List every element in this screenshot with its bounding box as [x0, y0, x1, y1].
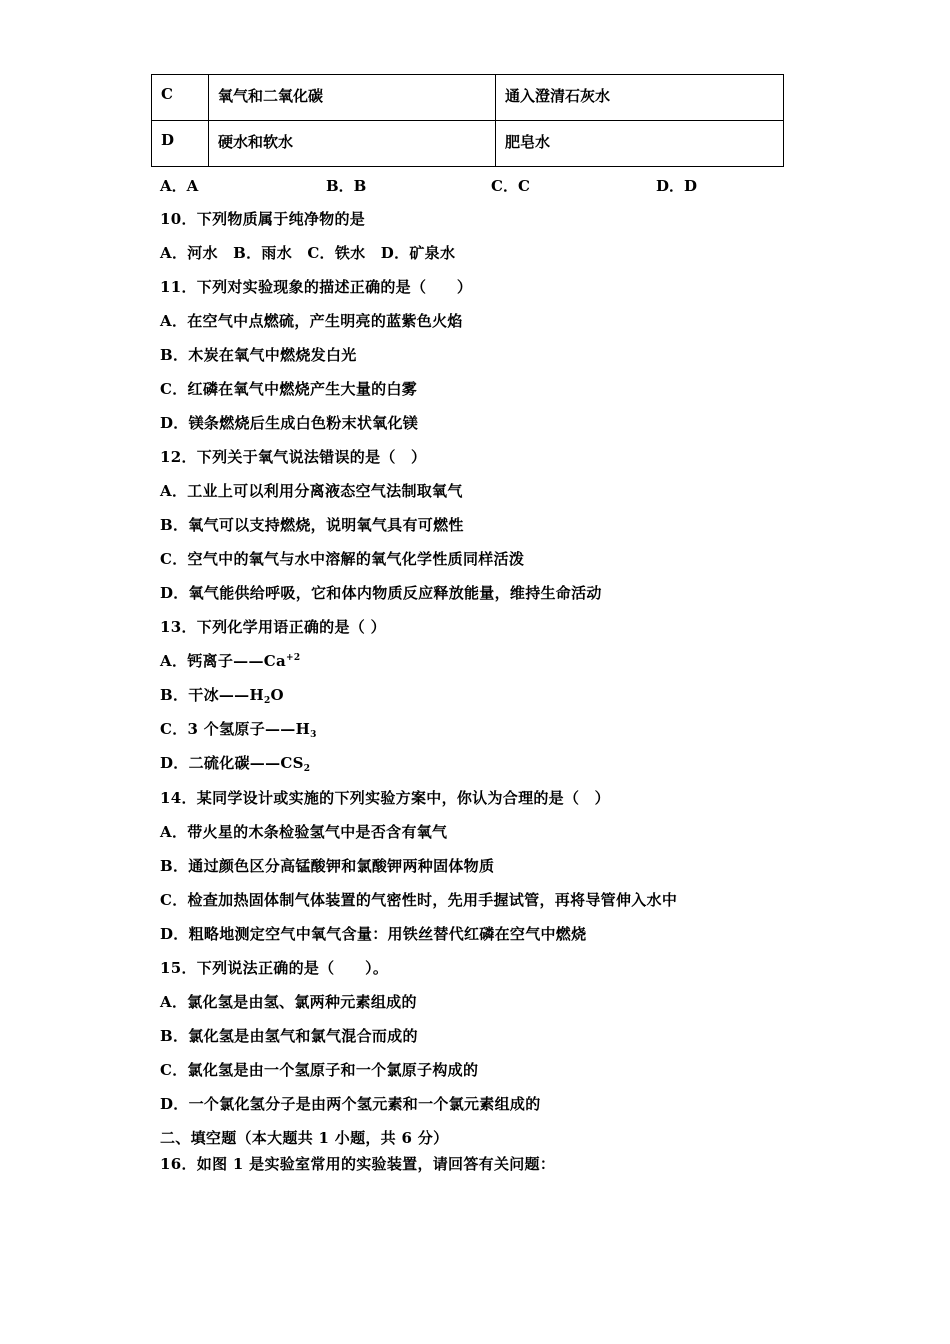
q13-option-a	[160, 650, 300, 671]
q11-option-c: C．红磷在氧气中燃烧产生大量的白雾	[160, 380, 418, 398]
q13-d-subscript: 2	[303, 764, 311, 774]
q15-option-c: C．氯化氢是由一个氢原子和一个氯原子构成的	[160, 1061, 479, 1079]
section-heading: 二、填空题（本大题共 1 小题，共 6 分）	[160, 1129, 449, 1147]
q9-option-a: A．A	[160, 177, 199, 195]
q15-option-d: D．一个氯化氢分子是由两个氢元素和一个氯元素组成的	[160, 1095, 541, 1113]
q9-option-c: C．C	[491, 177, 530, 195]
q12-stem: 12．下列关于氧气说法错误的是（ ）	[160, 448, 427, 466]
table-cell-item: 硬水和软水	[209, 121, 496, 167]
q14-option-a: A．带火星的木条检验氢气中是否含有氧气	[160, 823, 448, 841]
q11-stem: 11．下列对实验现象的描述正确的是（ ）	[160, 278, 473, 296]
q10-stem: 10．下列物质属于纯净物的是	[160, 210, 366, 228]
q12-option-b: B．氧气可以支持燃烧，说明氧气具有可燃性	[160, 516, 464, 534]
table-cell-method: 肥皂水	[496, 121, 784, 167]
q14-option-c: C．检查加热固体制气体装置的气密性时，先用手握试管，再将导管伸入水中	[160, 891, 678, 909]
q13-stem: 13．下列化学用语正确的是（ ）	[160, 618, 386, 636]
q13-option-b	[160, 684, 284, 706]
table-row	[152, 121, 784, 167]
q11-option-d: D．镁条燃烧后生成白色粉末状氧化镁	[160, 414, 419, 432]
q10-options: A．河水 B．雨水 C．铁水 D．矿泉水	[160, 244, 456, 262]
q13-a-charge: +2	[286, 653, 301, 663]
table-cell-key: D	[152, 121, 209, 167]
q9-option-b: B．B	[326, 177, 367, 195]
q13-option-d	[160, 752, 310, 774]
q13-c-subscript: 3	[310, 730, 317, 740]
table-cell-item: 氧气和二氧化碳	[209, 75, 496, 121]
q11-option-a: A．在空气中点燃硫，产生明亮的蓝紫色火焰	[160, 312, 463, 330]
q13-c-text: C．3 个氢原子——H	[160, 720, 311, 738]
q12-option-a: A．工业上可以利用分离液态空气法制取氧气	[160, 482, 463, 500]
table-cell-method: 通入澄清石灰水	[496, 75, 784, 121]
q13-d-text: D．二硫化碳——CS	[160, 754, 304, 772]
q13-b-subscript: 2	[263, 696, 271, 706]
identification-table	[151, 74, 784, 167]
q9-option-d: D．D	[656, 177, 698, 195]
table-row	[152, 75, 784, 121]
q14-option-b: B．通过颜色区分高锰酸钾和氯酸钾两种固体物质	[160, 857, 495, 875]
q14-option-d: D．粗略地测定空气中氧气含量：用铁丝替代红磷在空气中燃烧	[160, 925, 587, 943]
q13-b-text: B．干冰——H	[160, 686, 264, 704]
q15-option-b: B．氯化氢是由氢气和氯气混合而成的	[160, 1027, 418, 1045]
q14-stem: 14．某同学设计或实施的下列实验方案中，你认为合理的是（ ）	[160, 789, 610, 807]
q15-stem: 15．下列说法正确的是（ ）。	[160, 959, 389, 977]
q13-a-text: A．钙离子——Ca	[160, 652, 286, 670]
q16-stem: 16．如图 1 是实验室常用的实验装置，请回答有关问题：	[160, 1155, 556, 1173]
table-cell-key: C	[152, 75, 209, 121]
q12-option-c: C．空气中的氧气与水中溶解的氧气化学性质同样活泼	[160, 550, 525, 568]
q13-b-tail: O	[270, 686, 284, 704]
q15-option-a: A．氯化氢是由氢、氯两种元素组成的	[160, 993, 417, 1011]
q13-option-c	[160, 718, 317, 740]
q11-option-b: B．木炭在氧气中燃烧发白光	[160, 346, 357, 364]
q12-option-d: D．氧气能供给呼吸，它和体内物质反应释放能量，维持生命活动	[160, 584, 602, 602]
